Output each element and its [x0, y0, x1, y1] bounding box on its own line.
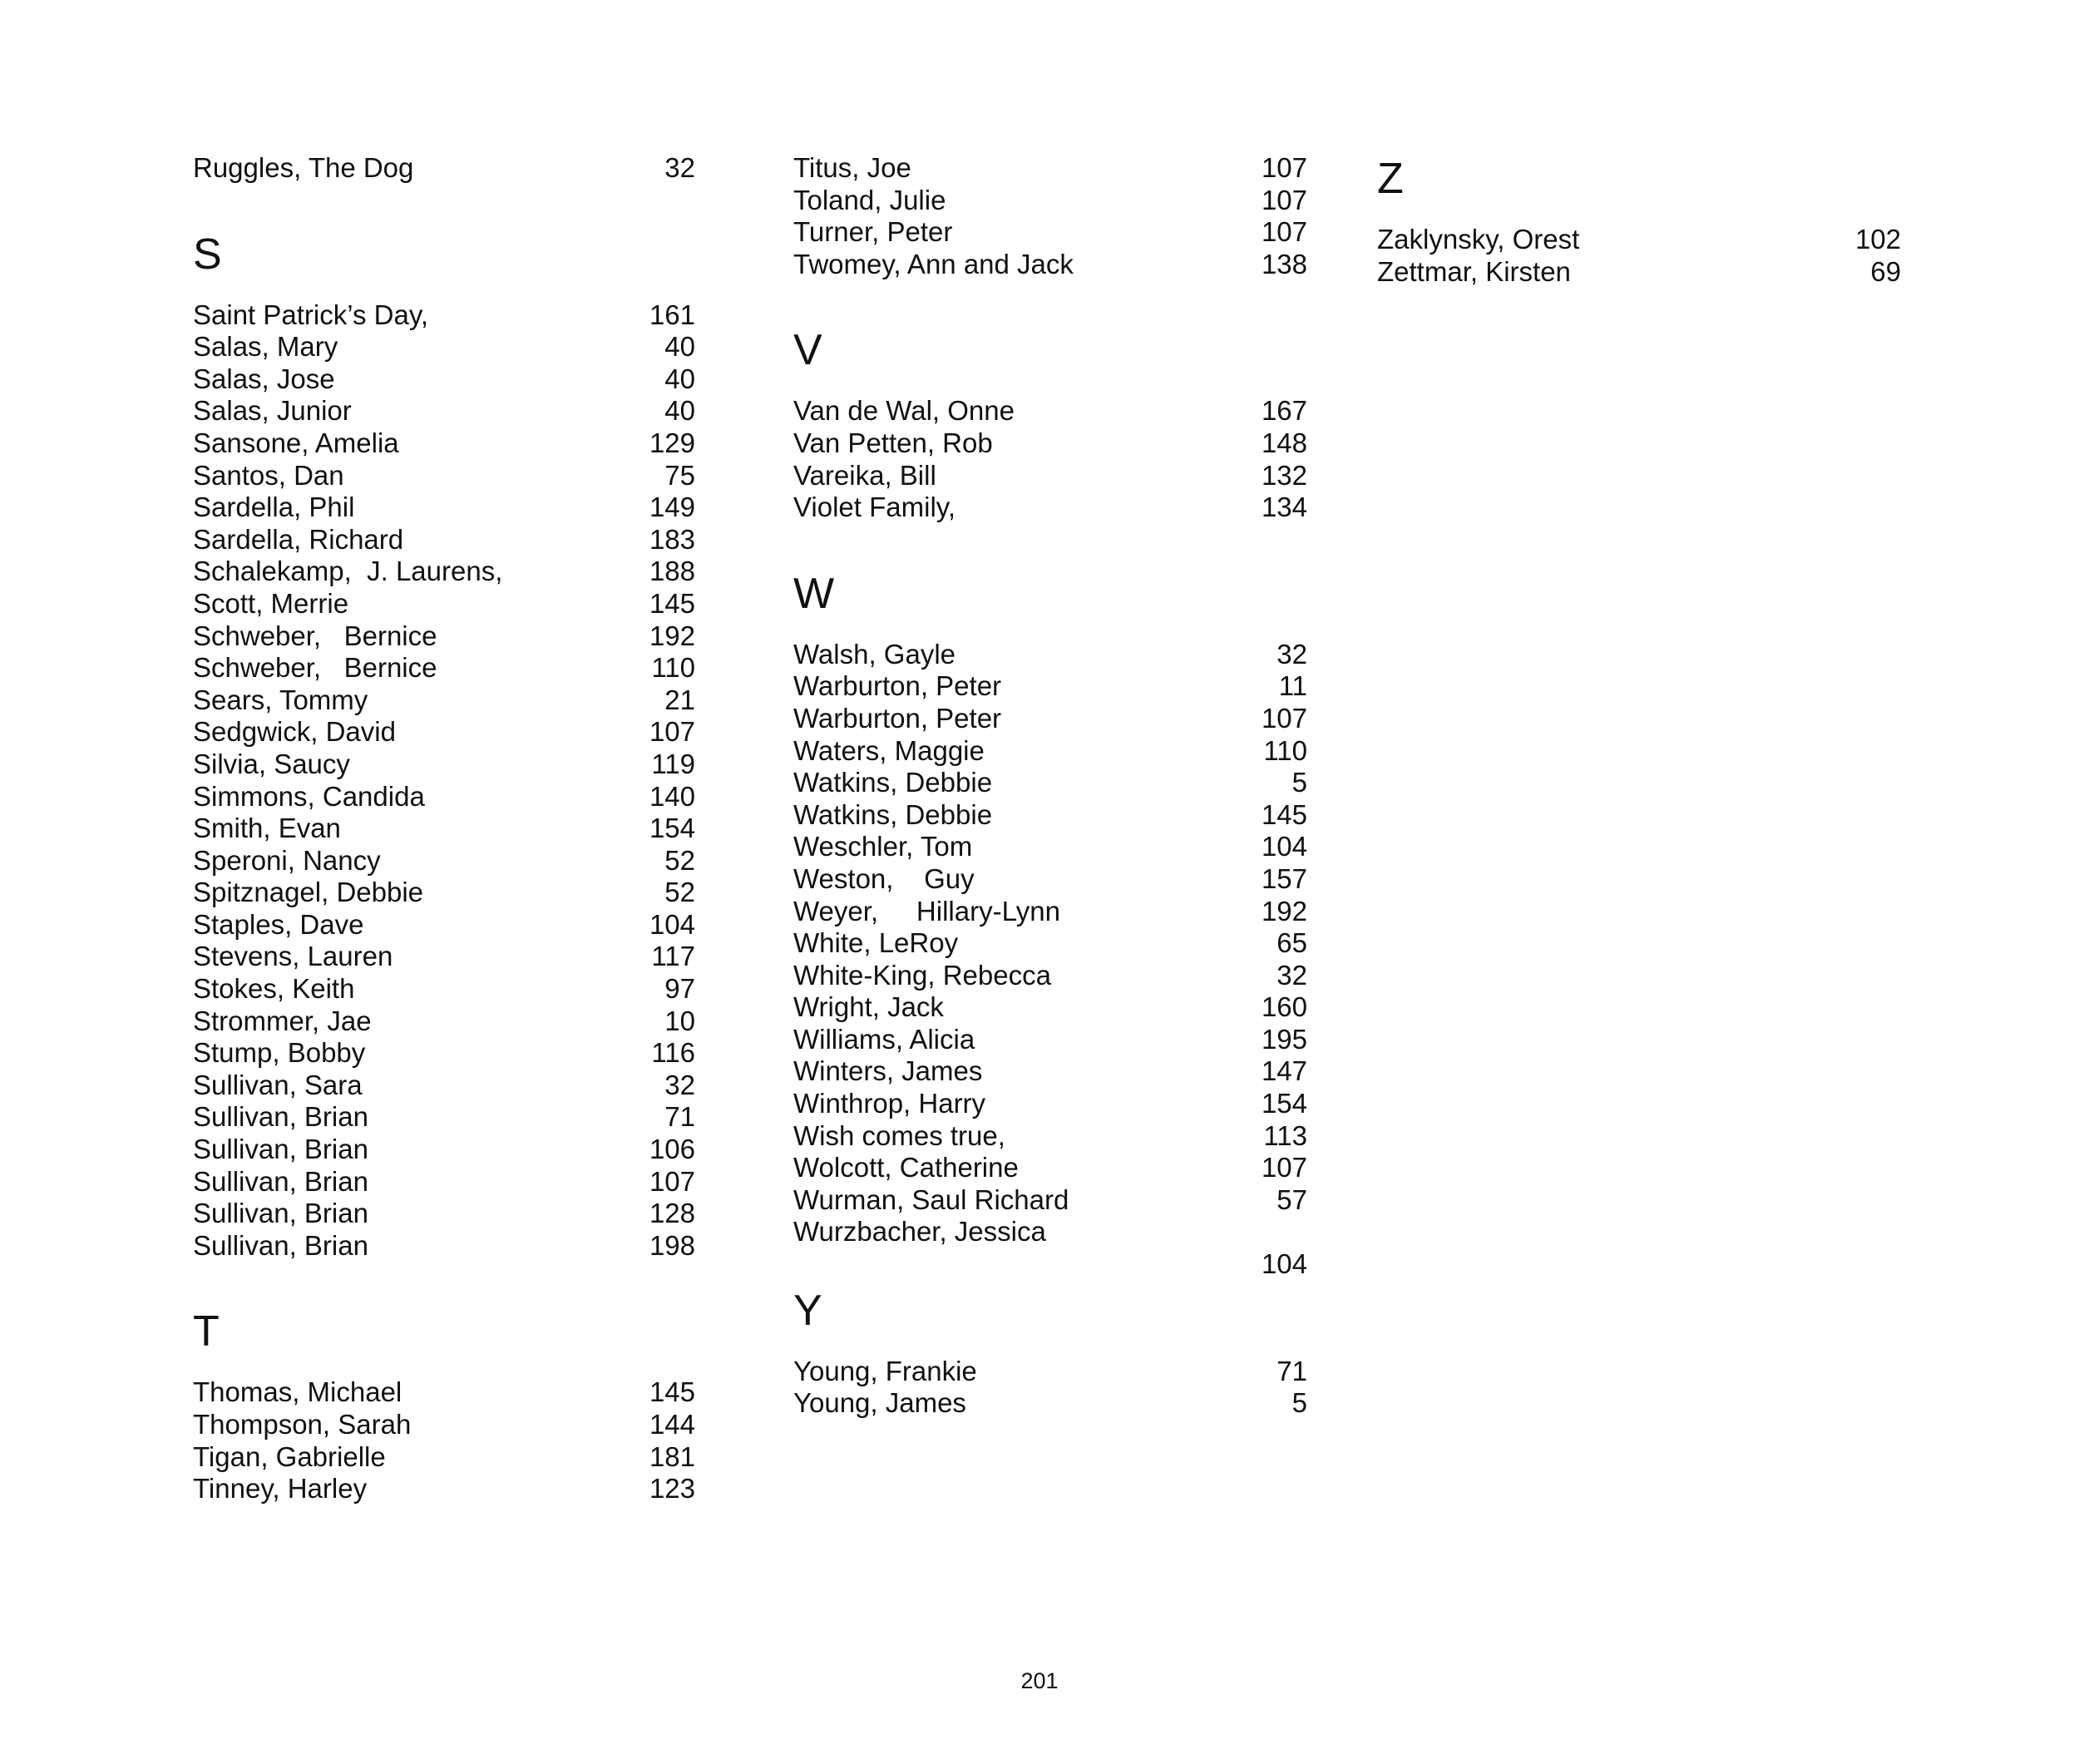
index-entry — [193, 1006, 695, 1038]
index-entry — [193, 1409, 695, 1441]
index-entry — [193, 941, 695, 973]
entry-page: 183 — [649, 523, 695, 555]
index-entry — [193, 1198, 695, 1230]
entry-name: Stevens, Lauren — [193, 941, 393, 972]
index-column-1 — [193, 152, 695, 1505]
entry-name: Tigan, Gabrielle — [193, 1440, 386, 1472]
index-entry — [193, 973, 695, 1006]
entry-page: 167 — [1261, 395, 1307, 427]
entry-page: 52 — [664, 844, 695, 876]
entry-page: 157 — [1261, 862, 1307, 894]
index-entry — [193, 716, 695, 749]
entry-page: 154 — [1261, 1088, 1307, 1119]
index-entry — [193, 331, 695, 363]
entry-name: Silvia, Saucy — [193, 748, 350, 779]
entry-page: 198 — [649, 1229, 695, 1261]
entry-name: Sedgwick, David — [193, 716, 396, 748]
index-entry — [193, 877, 695, 909]
index-entry — [793, 1024, 1307, 1056]
entry-page: 107 — [1261, 216, 1307, 248]
entry-page: 106 — [649, 1134, 695, 1165]
section-entries — [793, 639, 1307, 1217]
entry-page: 97 — [664, 973, 695, 1005]
entry-name: Salas, Mary — [193, 331, 338, 363]
entry-name: Wish comes true, — [793, 1119, 1005, 1151]
index-entry — [193, 813, 695, 845]
entry-page: 107 — [1261, 184, 1307, 215]
index-entry — [793, 1387, 1307, 1420]
entry-name: Simmons, Candida — [193, 780, 425, 812]
entry-page: 154 — [649, 813, 695, 844]
entry-page: 65 — [1277, 927, 1307, 959]
index-entry — [793, 1152, 1307, 1184]
entry-page: 71 — [1277, 1355, 1307, 1386]
entry-page: 160 — [1261, 991, 1307, 1023]
index-entry — [793, 185, 1307, 217]
entry-name: Sullivan, Brian — [193, 1198, 368, 1229]
entry-name: Walsh, Gayle — [793, 638, 956, 670]
entry-page: 188 — [649, 556, 695, 587]
entry-page: 113 — [1263, 1119, 1307, 1151]
section-entries — [1377, 224, 1901, 288]
entry-name: Sardella, Richard — [193, 523, 404, 555]
section-letter: T — [193, 1307, 220, 1356]
entry-page: 107 — [1261, 152, 1307, 183]
entry-name: Turner, Peter — [793, 216, 953, 248]
entry-name: Ruggles, The Dog — [193, 152, 414, 183]
entry-name: Waters, Maggie — [793, 734, 985, 766]
entry-page: 123 — [649, 1473, 695, 1505]
index-entry — [193, 1376, 695, 1409]
entry-page: 144 — [649, 1409, 695, 1440]
index-entry — [793, 991, 1307, 1024]
index-entry — [793, 670, 1307, 703]
index-entry — [793, 831, 1307, 863]
index-entry — [193, 845, 695, 877]
index-entry — [793, 1055, 1307, 1088]
entry-name: Staples, Dave — [193, 908, 364, 940]
entry-name: Stokes, Keith — [193, 973, 355, 1005]
entry-name: Sardella, Phil — [193, 492, 355, 523]
index-entry — [793, 1356, 1307, 1388]
entry-name: Weston, Guy — [793, 862, 975, 894]
index-entry — [193, 152, 695, 185]
index-entry — [793, 639, 1307, 671]
index-top-entries — [793, 152, 1307, 280]
section-letter: S — [193, 230, 222, 279]
entry-name: Schweber, Bernice — [193, 652, 437, 684]
entry-name: Weyer, Hillary-Lynn — [793, 895, 1060, 926]
entry-name: Young, James — [793, 1387, 966, 1419]
entry-name: Wurzbacher, Jessica — [793, 1216, 1046, 1248]
entry-name: Watkins, Debbie — [793, 767, 993, 798]
entry-name: Weschler, Tom — [793, 831, 973, 862]
entry-page: 107 — [649, 716, 695, 748]
index-entry — [793, 927, 1307, 960]
entry-page: 71 — [664, 1101, 695, 1133]
entry-name: Williams, Alicia — [793, 1023, 975, 1055]
entry-name: Wurman, Saul Richard — [793, 1183, 1069, 1215]
index-entry — [193, 1070, 695, 1102]
index-entry — [193, 1473, 695, 1505]
entry-name: Tinney, Harley — [193, 1473, 368, 1505]
index-entry — [193, 395, 695, 427]
entry-page: 32 — [664, 152, 695, 183]
entry-page: 138 — [1261, 248, 1307, 279]
entry-page: 107 — [1261, 1152, 1307, 1183]
entry-name: Watkins, Debbie — [793, 798, 993, 830]
entry-name: Vareika, Bill — [793, 459, 936, 491]
entry-name: Speroni, Nancy — [193, 844, 381, 876]
entry-page: 181 — [649, 1440, 695, 1472]
entry-page: 119 — [651, 748, 695, 779]
index-entry — [193, 1230, 695, 1262]
index-entry — [793, 427, 1307, 460]
entry-name: Thompson, Sarah — [193, 1409, 412, 1440]
index-entry — [793, 960, 1307, 992]
index-entry — [193, 1441, 695, 1474]
entry-page: 117 — [651, 941, 695, 972]
entry-name: White-King, Rebecca — [793, 959, 1051, 991]
entry-name: Salas, Junior — [193, 395, 352, 427]
entry-page: 104 — [1261, 831, 1307, 862]
entry-page: 192 — [649, 620, 695, 651]
entry-page: 110 — [1263, 734, 1307, 766]
entry-page: 32 — [1277, 959, 1307, 991]
index-entry — [193, 684, 695, 717]
index-entry — [193, 427, 695, 460]
index-entry — [793, 395, 1307, 427]
index-entry — [793, 1216, 1307, 1280]
index-entry — [193, 363, 695, 396]
entry-page: 5 — [1291, 767, 1307, 798]
section-entries — [793, 1356, 1307, 1420]
entry-name: Wright, Jack — [793, 991, 944, 1023]
index-section-v — [793, 324, 1307, 523]
entry-name: Salas, Jose — [193, 363, 335, 394]
entry-name: Santos, Dan — [193, 459, 344, 491]
section-letter: V — [793, 326, 822, 375]
entry-page: 40 — [664, 395, 695, 427]
entry-page: 128 — [649, 1198, 695, 1229]
index-entry — [193, 299, 695, 332]
entry-name: Violet Family, — [793, 492, 956, 523]
index-entry — [193, 781, 695, 813]
section-letter: Z — [1377, 155, 1404, 203]
entry-name: Sullivan, Brian — [193, 1101, 368, 1133]
entry-page: 145 — [649, 587, 695, 619]
index-entry — [793, 460, 1307, 492]
entry-page: 145 — [1261, 798, 1307, 830]
entry-page: 161 — [649, 299, 695, 330]
entry-name: Young, Frankie — [793, 1355, 977, 1386]
index-entry — [793, 216, 1307, 249]
entry-name: Toland, Julie — [793, 184, 946, 215]
index-entry — [793, 767, 1307, 799]
index-entry — [793, 735, 1307, 768]
entry-name: Schalekamp, J. Laurens, — [193, 556, 503, 587]
index-entry — [793, 249, 1307, 281]
entry-page: 32 — [664, 1069, 695, 1100]
index-entry — [793, 896, 1307, 928]
index-entry — [793, 1120, 1307, 1153]
entry-name: Winthrop, Harry — [793, 1088, 986, 1119]
entry-name: Sullivan, Brian — [193, 1229, 368, 1261]
index-entry — [193, 749, 695, 781]
entry-name: Warburton, Peter — [793, 670, 1002, 702]
index-section-s — [193, 228, 695, 1262]
index-section-y — [793, 1284, 1307, 1420]
entry-page: 11 — [1278, 670, 1307, 702]
section-letter: Y — [793, 1286, 822, 1335]
index-entry — [793, 492, 1307, 524]
section-entries — [793, 152, 1307, 280]
entry-name: Van de Wal, Onne — [793, 395, 1015, 427]
entry-name: Winters, James — [793, 1055, 983, 1087]
entry-page: 147 — [1261, 1055, 1307, 1087]
index-column-2 — [793, 152, 1307, 1420]
index-entry — [793, 1184, 1307, 1217]
entry-page: 21 — [664, 684, 695, 715]
entry-page: 149 — [649, 492, 695, 523]
entry-page: 10 — [664, 1005, 695, 1036]
entry-page: 134 — [1261, 492, 1307, 523]
entry-page: 69 — [1870, 255, 1901, 287]
entry-page: 102 — [1854, 224, 1901, 254]
index-entry — [793, 1088, 1307, 1120]
entry-page: 145 — [649, 1376, 695, 1408]
entry-page: 195 — [1261, 1023, 1307, 1055]
entry-name: Saint Patrick’s Day, — [193, 299, 429, 330]
entry-name: Sears, Tommy — [193, 684, 368, 715]
entry-page: 192 — [1261, 895, 1307, 926]
entry-name: Titus, Joe — [793, 152, 911, 183]
entry-name: Scott, Merrie — [193, 587, 349, 619]
index-top-entries — [193, 152, 695, 185]
entry-page: 140 — [649, 780, 695, 812]
index-entry — [193, 556, 695, 588]
entry-name: Sullivan, Brian — [193, 1134, 368, 1165]
index-entry — [193, 1037, 695, 1070]
entry-page: 110 — [651, 652, 695, 684]
entry-name: Stump, Bobby — [193, 1037, 366, 1069]
index-entry — [1377, 224, 1901, 256]
entry-page: 75 — [664, 459, 695, 491]
entry-name: Zaklynsky, Orest — [1377, 224, 1580, 254]
entry-page: 129 — [649, 427, 695, 458]
entry-page: 104 — [649, 908, 695, 940]
entry-page: 40 — [664, 363, 695, 394]
entry-page: 40 — [664, 331, 695, 363]
index-section-t — [193, 1305, 695, 1505]
index-entry — [193, 460, 695, 492]
index-entry — [793, 799, 1307, 832]
entry-name: Sullivan, Sara — [193, 1069, 363, 1100]
entry-name: Smith, Evan — [193, 813, 341, 844]
index-entry — [193, 909, 695, 941]
index-entry — [193, 1166, 695, 1198]
entry-page: 104 — [1261, 1248, 1307, 1280]
section-entries — [793, 395, 1307, 523]
index-entry — [793, 863, 1307, 896]
index-entry — [193, 524, 695, 556]
entry-name: Strommer, Jae — [193, 1005, 372, 1036]
entry-name: Van Petten, Rob — [793, 427, 993, 458]
index-entry — [193, 492, 695, 524]
entry-name: Thomas, Michael — [193, 1376, 402, 1408]
entry-page: 52 — [664, 877, 695, 908]
index-entry — [193, 620, 695, 653]
entry-page: 32 — [1277, 638, 1307, 670]
index-entry — [1377, 256, 1901, 289]
entry-page: 57 — [1277, 1183, 1307, 1215]
entry-page: 132 — [1261, 459, 1307, 491]
index-entry — [193, 1101, 695, 1134]
section-letter: W — [793, 569, 835, 618]
entry-page: 107 — [649, 1165, 695, 1197]
entry-name: Warburton, Peter — [793, 702, 1002, 734]
index-section-z — [1377, 152, 1901, 288]
section-entries — [193, 1376, 695, 1505]
section-entries — [193, 299, 695, 1262]
entry-name: Twomey, Ann and Jack — [793, 248, 1074, 279]
index-entry — [193, 588, 695, 620]
index-entry — [193, 1134, 695, 1166]
entry-page: 107 — [1261, 702, 1307, 734]
entry-name: Spitznagel, Debbie — [193, 877, 424, 908]
index-section-w — [793, 567, 1307, 1281]
entry-name: Sansone, Amelia — [193, 427, 399, 458]
index-column-3 — [1377, 152, 1901, 288]
entry-name: Zettmar, Kirsten — [1377, 255, 1571, 287]
entry-page: 5 — [1291, 1387, 1307, 1419]
entry-page: 148 — [1261, 427, 1307, 458]
entry-name: White, LeRoy — [793, 927, 959, 959]
page-number: 201 — [1020, 1668, 1059, 1693]
entry-name: Wolcott, Catherine — [793, 1152, 1019, 1183]
index-entry — [793, 152, 1307, 185]
index-entry — [193, 652, 695, 684]
entry-name: Sullivan, Brian — [193, 1165, 368, 1197]
index-entry — [793, 703, 1307, 735]
entry-name: Schweber, Bernice — [193, 620, 437, 651]
entry-page: 116 — [651, 1037, 695, 1069]
